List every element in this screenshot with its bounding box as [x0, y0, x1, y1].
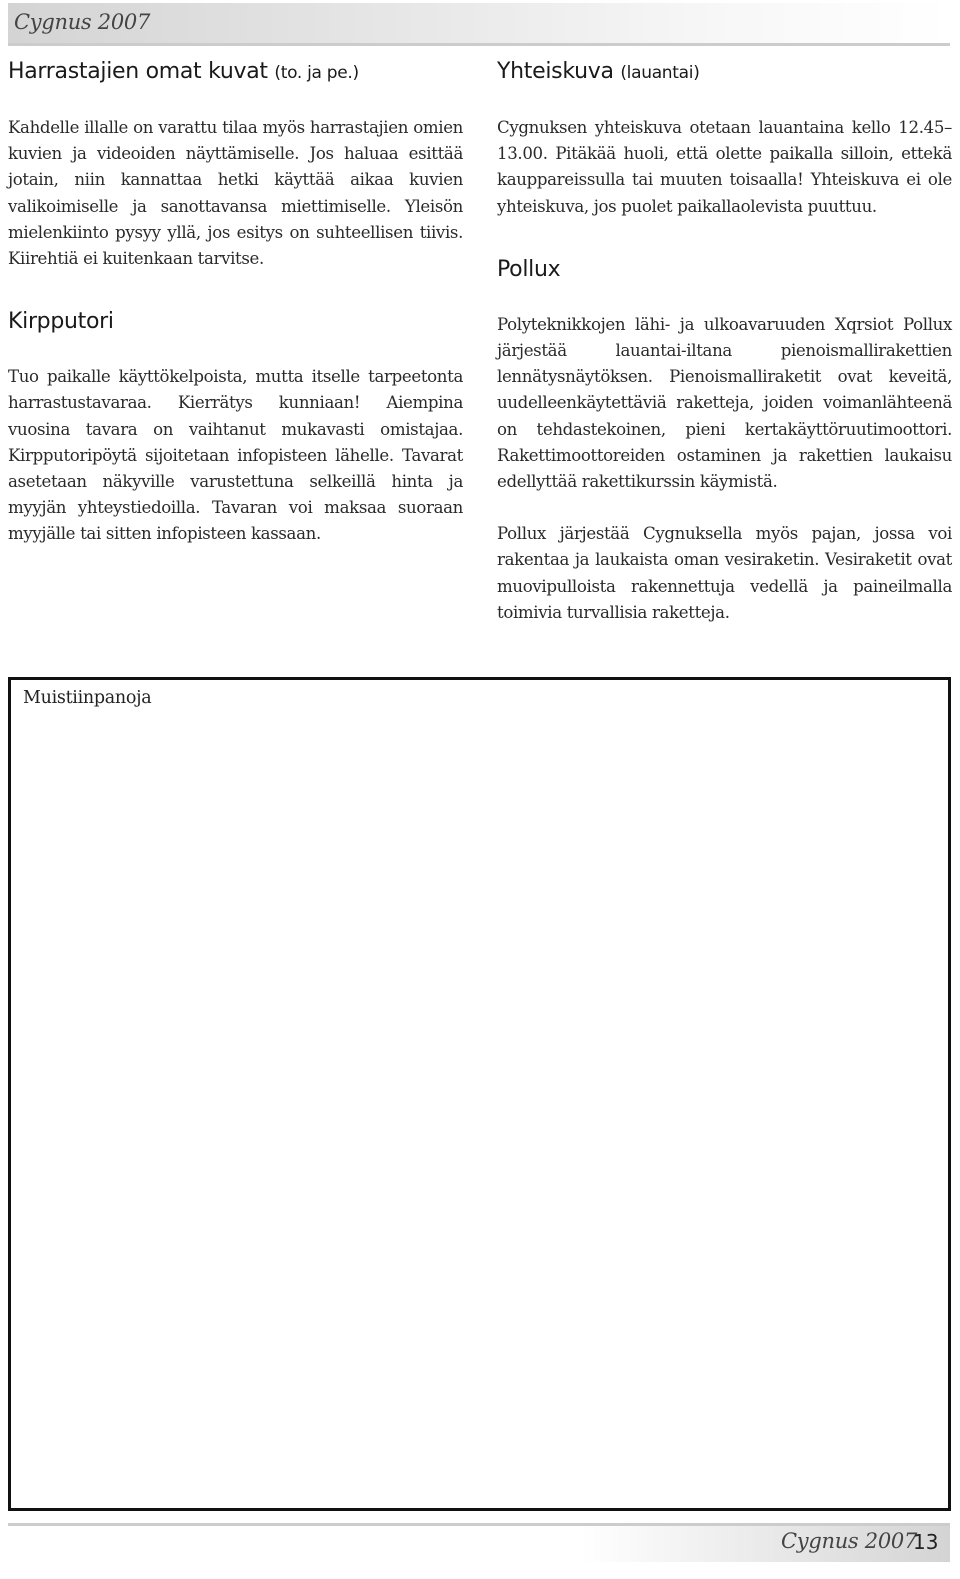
section-heading-harrastajien — [8, 58, 463, 87]
header-rule — [8, 43, 950, 46]
section-body-yhteiskuva: Cygnuksen yhteiskuva otetaan lauantaina kello 12.45–13.00. Pitäkää huoli, että olette paikalla silloin, ettekä kauppareissulla tai muuten toisaalla! Yhteiskuva ei ole yhteiskuva, jos puolet paikallaolevista puuttuu. — [497, 118, 952, 216]
section-body-harrastajien: Kahdelle illalle on varattu tilaa myös harrastajien omien kuvien ja videoiden näyttämiselle. Jos haluaa esittää jotain, niin kannattaa hetki käyttää aikaa kuvien valikoimiselle ja sanottavansa miettimiselle. Yleisön mielenkiinto pysyy yllä, jos esitys on suhteellisen tiivis. Kiirehtiä ei kuitenkaan tarvitse. — [8, 118, 463, 269]
section-body-pollux-2: Pollux järjestää Cygnuksella myös pajan, jossa voi rakentaa ja laukaista oman vesiraketin. Vesiraketit ovat muovipulloista rakennettuja vedellä ja paineilmalla toimivia turvallisia raketteja. — [497, 524, 952, 622]
section-heading-yhteiskuva — [497, 58, 952, 87]
section-heading-pollux: Pollux — [497, 256, 561, 282]
notes-box[interactable] — [8, 677, 951, 1511]
running-header-title: Cygnus 2007 — [14, 10, 151, 34]
section-body-kirpputori: Tuo paikalle käyttökelpoista, mutta itselle tarpeetonta harrastustavaraa. Kierrätys kunniaan! Aiempina vuosina tavara on vaihtanut mukavasti omistajaa. Kirpputoripöytä sijoitetaan infopisteen lähelle. Tavarat asetetaan näkyville varustettuna selkeillä hinta ja myyjän yhteystiedoilla. Tavaran voi maksaa suoraan myyjälle tai sitten infopisteen kassaan. — [8, 367, 463, 544]
right-column — [497, 58, 952, 626]
heading-text: Harrastajien omat kuvat — [8, 59, 268, 84]
left-column — [8, 58, 463, 548]
page-number: 13 — [913, 1530, 939, 1554]
running-footer-title: Cygnus 2007 — [781, 1529, 918, 1553]
heading-note: (to. ja pe.) — [274, 63, 359, 83]
notes-label: Muistiinpanoja — [23, 688, 152, 708]
heading-text: Yhteiskuva — [497, 59, 614, 84]
section-body-pollux-1: Polyteknikkojen lähi- ja ulkoavaruuden Xqrsiot Pollux järjestää lauantai-iltana pienoismallirakettien lennätysnäytöksen. Pienoismalliraketit ovat keveitä, uudelleenkäytettäviä raketteja, joiden voimanlähteenä on tehdastekoinen, pieni kertakäyttöruutimoottori. Rakettimoottoreiden ostaminen ja rakettien laukaisu edellyttää rakettikurssin käymistä. — [497, 314, 952, 492]
section-heading-kirpputori: Kirpputori — [8, 309, 114, 335]
heading-note: (lauantai) — [620, 63, 700, 83]
